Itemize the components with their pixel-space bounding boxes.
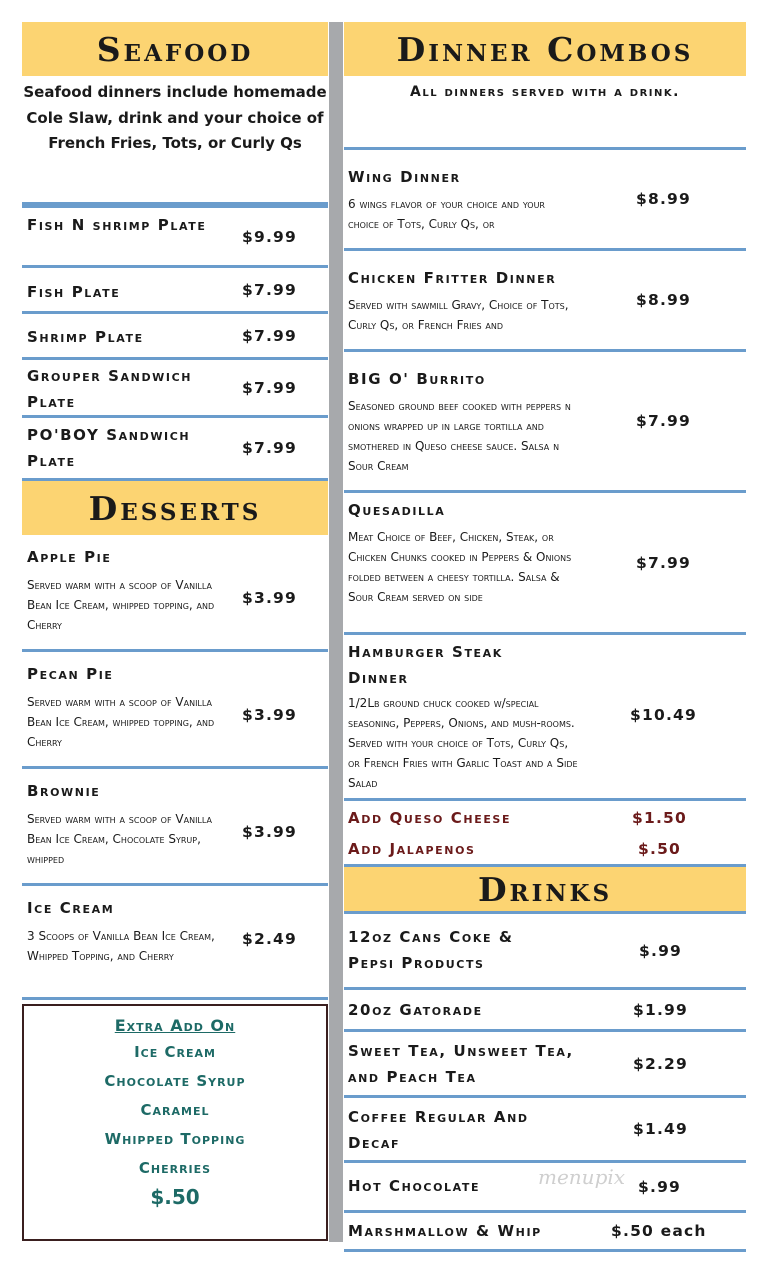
- item-price: $2.49: [242, 930, 298, 949]
- seafood-intro: Seafood dinners include homemade Cole Slaw, drink and your choice of French Fries, Tots, or Curly Qs: [23, 83, 327, 152]
- menu-item: [22, 265, 328, 314]
- dessert-item: [22, 652, 328, 769]
- drinks-header: Drinks: [344, 867, 746, 911]
- item-desc: 6 wings flavor of your choice and your choice of Tots, Curly Qs, or: [348, 197, 545, 231]
- item-price: $.50: [638, 840, 682, 858]
- dessert-item: [22, 886, 328, 1000]
- item-name: Brownie: [27, 782, 101, 800]
- item-price: $1.49: [633, 1120, 689, 1138]
- combo-item: [344, 635, 746, 801]
- item-name: Fish Plate: [27, 283, 121, 301]
- item-price: $.99: [638, 1177, 682, 1196]
- menu-item: [22, 205, 328, 268]
- extra-price: $.50: [150, 1185, 200, 1209]
- seafood-header: Seafood: [22, 22, 328, 76]
- item-price: $8.99: [636, 291, 692, 309]
- item-name: 20oz Gatorade: [348, 1001, 483, 1019]
- item-price: $3.99: [242, 588, 298, 607]
- item-price: $7.99: [636, 553, 692, 572]
- column-divider: [329, 22, 343, 1242]
- extra-item: Whipped Topping: [104, 1130, 246, 1148]
- item-name: Apple Pie: [27, 548, 112, 566]
- menu-item: [22, 357, 328, 418]
- item-name: Grouper Sandwich Plate: [27, 367, 193, 411]
- dessert-item: [22, 535, 328, 652]
- drink-item: [344, 1213, 746, 1252]
- menu-item: [22, 415, 328, 481]
- combos-subtitle: All dinners served with a drink.: [410, 84, 680, 100]
- extra-item: Cherries: [138, 1159, 212, 1177]
- item-name: PO'BOY Sandwich Plate: [27, 426, 191, 470]
- combo-item: [344, 251, 746, 352]
- item-name: Marshmallow & Whip: [348, 1222, 542, 1240]
- item-name: Ice Cream: [27, 899, 115, 917]
- item-name: Quesadilla: [348, 501, 446, 519]
- item-name: BIG O' Burrito: [348, 370, 486, 388]
- item-name: Add Queso Cheese: [348, 809, 512, 827]
- item-name: Add Jalapenos: [348, 840, 476, 858]
- item-name: 12oz Cans Coke & Pepsi Products: [348, 928, 514, 972]
- item-name: Sweet Tea, Unsweet Tea, and Peach Tea: [348, 1042, 574, 1086]
- item-price: $3.99: [242, 705, 298, 724]
- dinner-combos-header: Dinner Combos: [344, 22, 746, 76]
- combos-subtitle-block: [344, 76, 746, 150]
- item-price: $7.99: [242, 439, 298, 457]
- item-desc: Served warm with a scoop of Vanilla Bean Ice Cream, whipped topping, and Cherry: [27, 578, 215, 632]
- extra-item: Ice Cream: [134, 1043, 216, 1061]
- combo-item: [344, 352, 746, 493]
- item-desc: Seasoned ground beef cooked with peppers n onions wrapped up in large tortilla and smothered in Queso cheese sauce. Salsa n Sour Cream: [348, 399, 571, 473]
- item-price: $7.99: [636, 412, 692, 430]
- item-name: Wing Dinner: [348, 168, 461, 186]
- item-price: $9.99: [242, 227, 298, 246]
- item-name: Hamburger Steak Dinner: [348, 643, 503, 687]
- item-price: $1.50: [632, 808, 688, 827]
- item-name: Pecan Pie: [27, 665, 114, 683]
- item-desc: 1/2Lb ground chuck cooked w/special seasoning, Peppers, Onions, and mush-rooms. Served with your choice of Tots, Curly Qs, or French Fries with Garlic Toast and a Side Salad: [348, 696, 578, 790]
- item-desc: Served with sawmill Gravy, Choice of Tots, Curly Qs, or French Fries and: [348, 298, 569, 332]
- extra-add-on-box: [22, 1004, 328, 1241]
- drink-item: [344, 1032, 746, 1098]
- right-column: [344, 22, 746, 1252]
- item-price: $10.49: [630, 705, 698, 724]
- watermark: menupix: [538, 1165, 626, 1189]
- item-desc: 3 Scoops of Vanilla Bean Ice Cream, Whipped Topping, and Cherry: [27, 929, 215, 963]
- item-price: $.50 each: [611, 1222, 707, 1240]
- extra-item: Chocolate Syrup: [104, 1072, 246, 1090]
- item-price: $2.29: [633, 1054, 689, 1073]
- item-price: $7.99: [242, 378, 298, 397]
- menu-item: [22, 311, 328, 360]
- seafood-intro-block: [22, 76, 328, 205]
- item-name: Chicken Fritter Dinner: [348, 269, 557, 287]
- combo-item: [344, 150, 746, 251]
- extra-title: Extra Add On: [114, 1016, 236, 1035]
- item-name: Hot Chocolate: [348, 1177, 481, 1195]
- addon-item: [344, 801, 746, 834]
- extra-item: Caramel: [140, 1101, 210, 1119]
- item-price: $1.99: [633, 1000, 689, 1019]
- desserts-header: Desserts: [22, 481, 328, 535]
- drink-item: [344, 1098, 746, 1163]
- combo-item: [344, 493, 746, 635]
- addon-item: [344, 834, 746, 867]
- item-price: $.99: [639, 941, 683, 960]
- item-desc: Meat Choice of Beef, Chicken, Steak, or Chicken Chunks cooked in Peppers & Onions folded between a cheesy tortilla. Salsa & Sour Cream served on side: [348, 530, 572, 604]
- item-price: $3.99: [242, 822, 298, 841]
- item-price: $7.99: [242, 326, 298, 345]
- drink-item: [344, 911, 746, 990]
- item-name: Coffee Regular And Decaf: [348, 1108, 529, 1152]
- left-column: [22, 22, 328, 1000]
- item-name: Fish N shrimp Plate: [27, 216, 207, 234]
- drink-item: [344, 990, 746, 1032]
- item-name: Shrimp Plate: [27, 328, 144, 346]
- item-desc: Served warm with a scoop of Vanilla Bean Ice Cream, Chocolate Syrup, whipped: [27, 812, 212, 866]
- item-desc: Served warm with a scoop of Vanilla Bean Ice Cream, whipped topping, and Cherry: [27, 695, 215, 749]
- item-price: $7.99: [242, 280, 298, 299]
- item-price: $8.99: [636, 190, 692, 208]
- dessert-item: [22, 769, 328, 886]
